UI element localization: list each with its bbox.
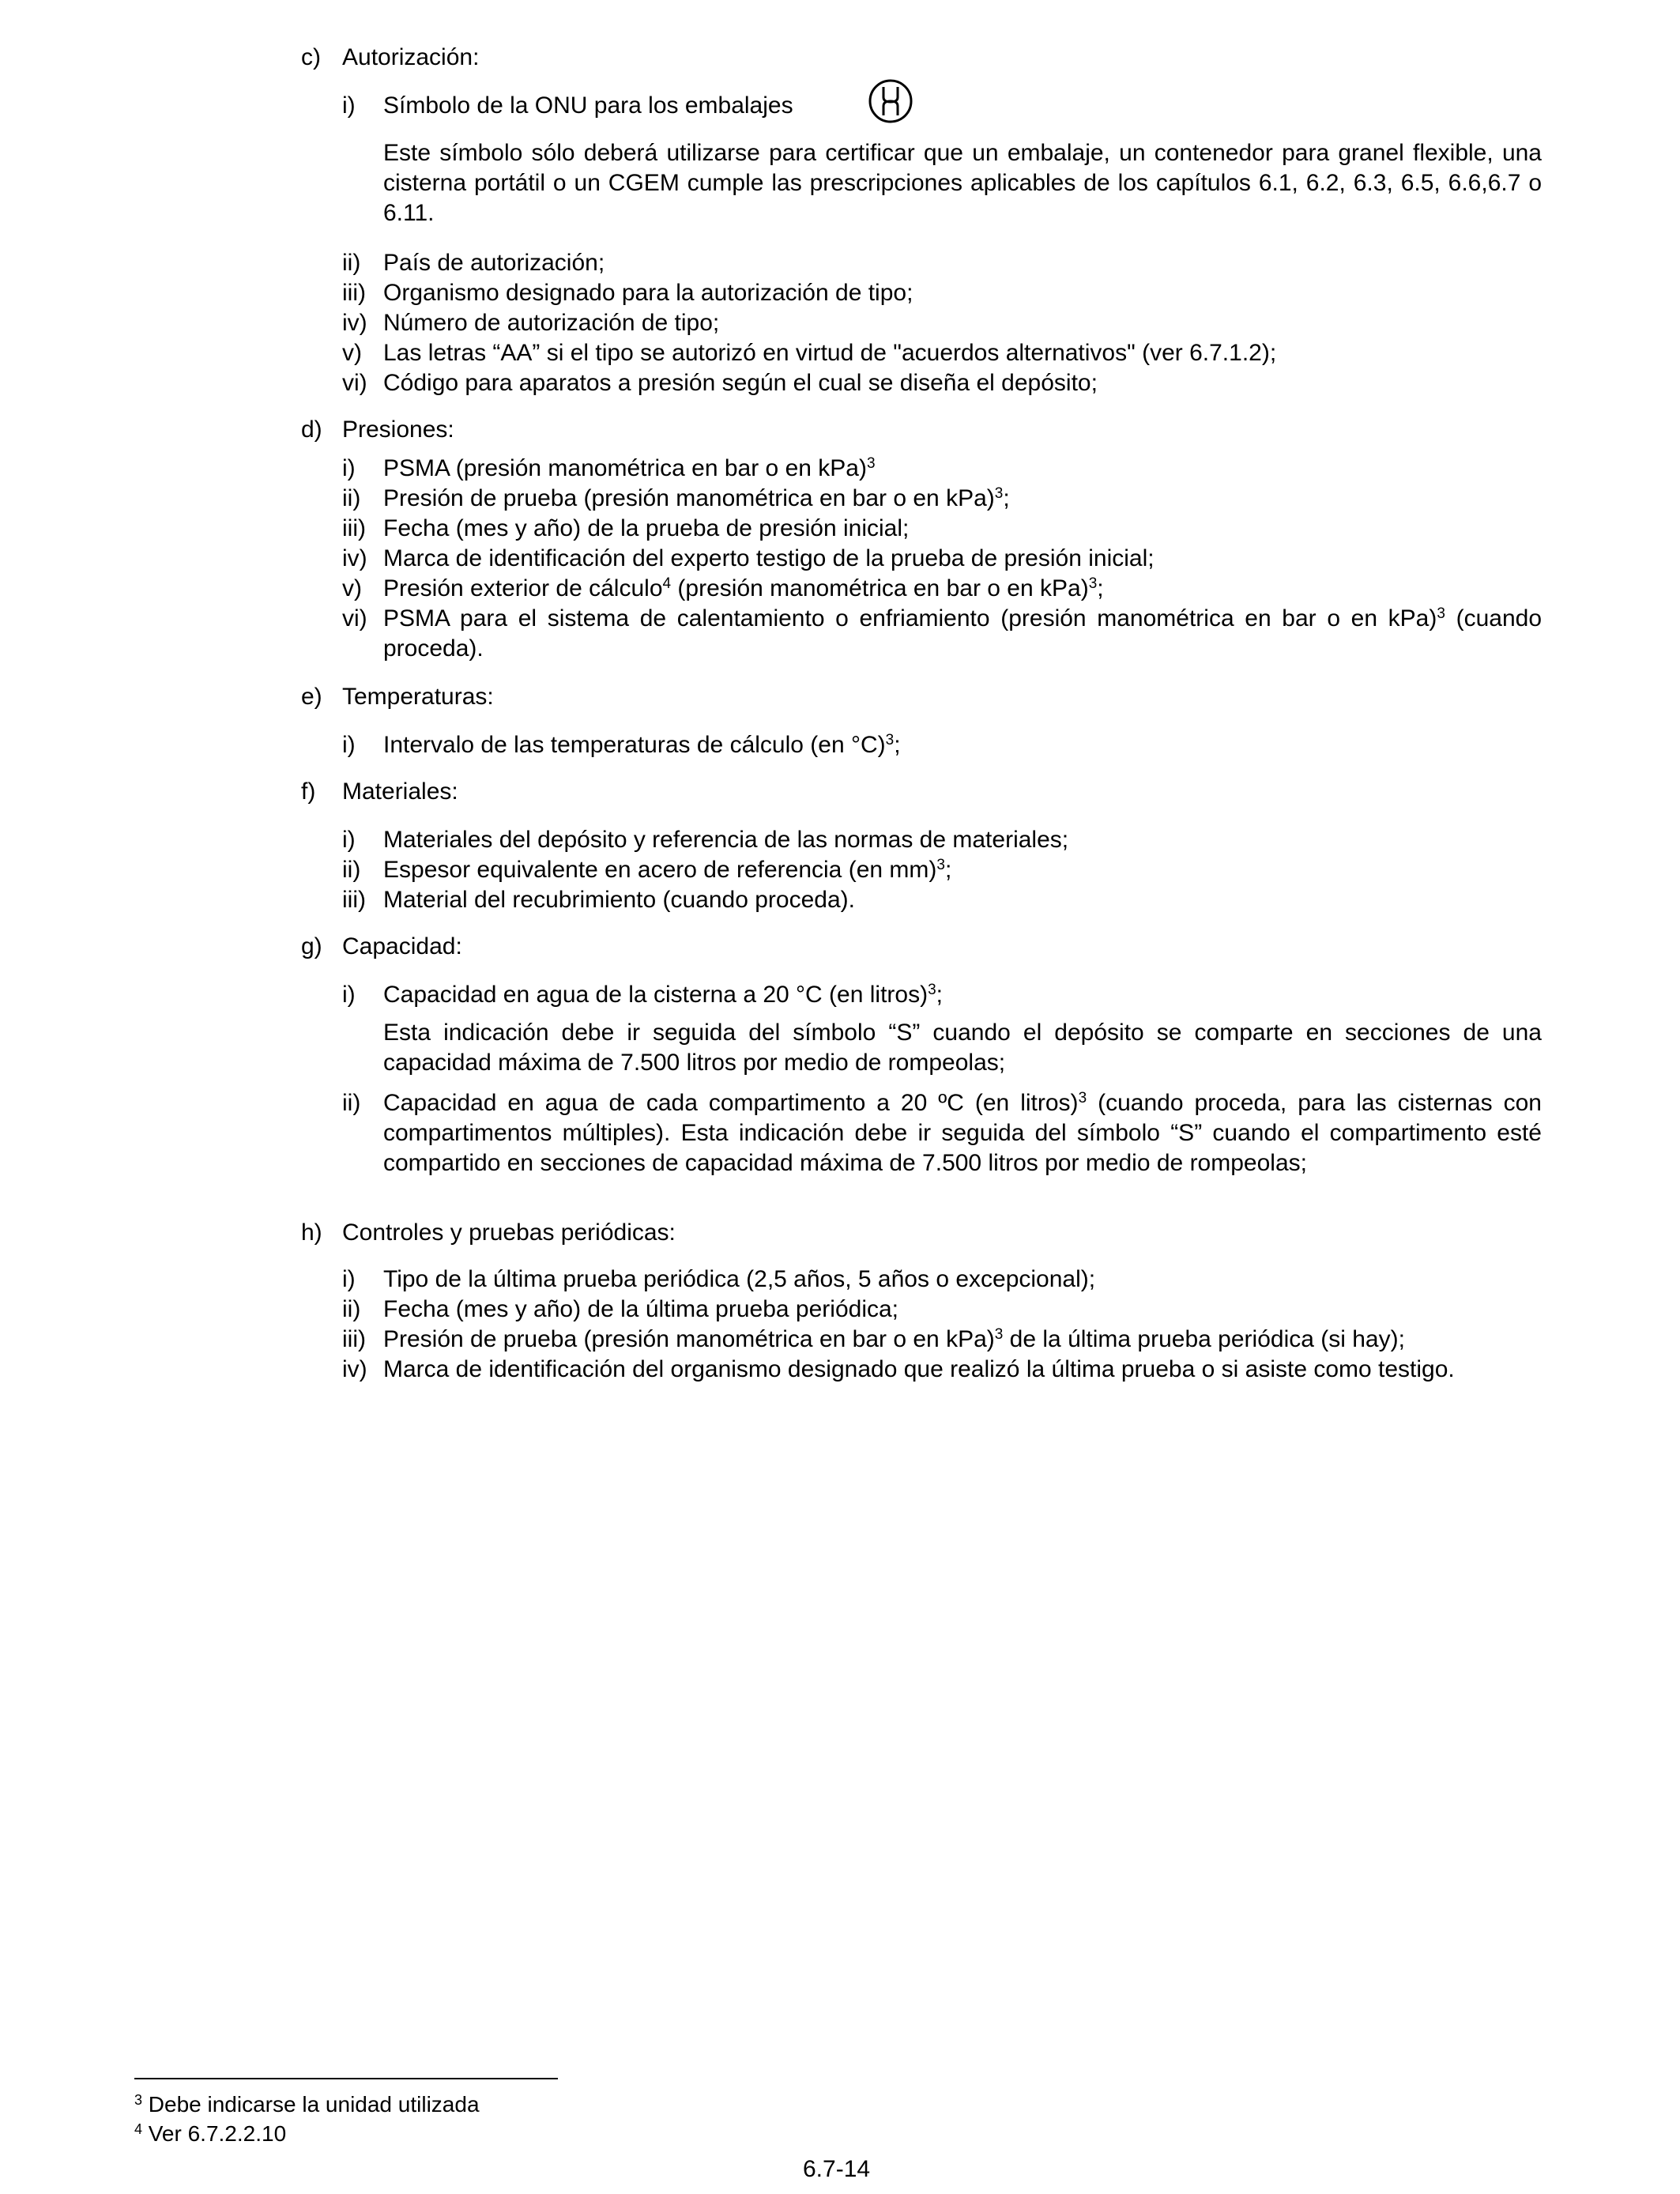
item-number: iv) — [342, 1356, 367, 1382]
item-number: ii) — [342, 485, 361, 511]
section-c-title: Autorización: — [342, 44, 480, 70]
symbol-usage-note: Este símbolo sólo deberá utilizarse para certificar que un embalaje, un contenedor para granel flexible, una cisterna portátil o un CGEM cumple las prescripciones aplicables de los capítulos 6.1, 6.2, 6.3, 6.5, 6.6,6.7 o 6.11. — [383, 140, 1542, 226]
section-g-label: g) — [301, 933, 322, 959]
list-item — [342, 1295, 1542, 1325]
list-item — [342, 338, 1542, 368]
item-text: Fecha (mes y año) de la prueba de presión inicial; — [383, 515, 910, 541]
item-number: i) — [342, 827, 356, 853]
item-number: ii) — [342, 857, 361, 883]
item-number: vi) — [342, 370, 367, 396]
item-number: i) — [342, 732, 356, 758]
section-h-label: h) — [301, 1220, 322, 1246]
item-text: Fecha (mes y año) de la última prueba periódica; — [383, 1296, 899, 1322]
item-text: Marca de identificación del experto testigo de la prueba de presión inicial; — [383, 545, 1155, 571]
list-item — [342, 91, 1542, 121]
item-text: Espesor equivalente en acero de referencia (en mm)$^3$; — [383, 857, 952, 883]
item-number: i) — [342, 92, 356, 119]
item-number: i) — [342, 455, 356, 481]
item-text: Número de autorización de tipo; — [383, 310, 720, 336]
section-c-label: c) — [301, 44, 321, 70]
item-text: Símbolo de la ONU para los embalajes — [383, 92, 793, 119]
item-number: iii) — [342, 280, 366, 306]
footnote-ref: 3 — [866, 455, 876, 472]
footnote-ref: 3 — [994, 485, 1004, 502]
list-item — [342, 368, 1542, 398]
footnote-ref: 4 — [662, 575, 672, 592]
list-item — [342, 825, 1542, 855]
section-f-title: Materiales: — [342, 778, 458, 805]
item-number: iv) — [342, 545, 367, 571]
item-text: Presión de prueba (presión manométrica en bar o en kPa)$^3$; — [383, 485, 1010, 511]
item-number: i) — [342, 982, 356, 1008]
list-item — [342, 1088, 1542, 1178]
section-f-label: f) — [301, 778, 316, 805]
page-number: 6.7-14 — [803, 2156, 871, 2182]
item-text: País de autorización; — [383, 250, 605, 276]
list-item — [342, 574, 1542, 604]
item-number: iii) — [342, 515, 366, 541]
list-item — [342, 514, 1542, 544]
section-g-title: Capacidad: — [342, 933, 462, 959]
item-text: PSMA (presión manométrica en bar o en kPa)$^3$ — [383, 455, 876, 481]
footnote-ref: 3 — [885, 732, 895, 748]
footnote-ref: 3 — [936, 857, 945, 873]
item-number: v) — [342, 575, 362, 601]
item-number: vi) — [342, 605, 367, 631]
section-e-title: Temperaturas: — [342, 684, 494, 710]
list-item — [342, 730, 1542, 760]
list-item — [342, 308, 1542, 338]
item-text: Tipo de la última prueba periódica (2,5 años, 5 años o excepcional); — [383, 1266, 1096, 1292]
list-item — [342, 1325, 1542, 1355]
footnote-separator — [134, 2078, 558, 2079]
footnote-ref: 3 — [1078, 1090, 1087, 1106]
list-item — [342, 885, 1542, 915]
list-item — [342, 980, 1542, 1010]
footnote-ref: 3 — [994, 1326, 1004, 1343]
section-d-title: Presiones: — [342, 417, 454, 443]
item-text: Capacidad en agua de la cisterna a 20 °C (en litros)$^3$; — [383, 982, 943, 1008]
list-item — [342, 544, 1542, 574]
footnote-4: $^4$ Ver 6.7.2.2.10 — [134, 2121, 287, 2146]
item-text: Código para aparatos a presión según el cual se diseña el depósito; — [383, 370, 1098, 396]
list-item — [342, 248, 1542, 278]
section-h-title: Controles y pruebas periódicas: — [342, 1220, 676, 1246]
un-packaging-symbol-icon — [868, 78, 913, 124]
item-text: Materiales del depósito y referencia de las normas de materiales; — [383, 827, 1069, 853]
item-number: ii) — [342, 1296, 361, 1322]
item-text: Presión de prueba (presión manométrica en bar o en kPa)$^3$ de la última prueba periódica (si hay); — [383, 1326, 1405, 1352]
item-text: Marca de identificación del organismo designado que realizó la última prueba o si asiste como testigo. — [383, 1356, 1455, 1382]
item-number: i) — [342, 1266, 356, 1292]
item-number: ii) — [342, 1090, 361, 1116]
list-item — [342, 454, 1542, 484]
item-text: Intervalo de las temperaturas de cálculo (en °C)$^3$; — [383, 732, 901, 758]
item-number: iii) — [342, 1326, 366, 1352]
capacity-note: Esta indicación debe ir seguida del símbolo “S” cuando el depósito se comparte en secciones de una capacidad máxima de 7.500 litros por medio de rompeolas; — [383, 1020, 1542, 1076]
item-text: Presión exterior de cálculo$^4$ (presión manométrica en bar o en kPa)$^3$; — [383, 575, 1104, 601]
list-item — [342, 855, 1542, 885]
list-item — [342, 1265, 1542, 1295]
item-text: Material del recubrimiento (cuando proceda). — [383, 887, 855, 913]
item-number: ii) — [342, 250, 361, 276]
item-text: Organismo designado para la autorización de tipo; — [383, 280, 913, 306]
list-item — [342, 604, 1542, 664]
item-number: iii) — [342, 887, 366, 913]
item-text: PSMA para el sistema de calentamiento o enfriamiento (presión manométrica en bar o en kPa)$^3$ (cuando proceda). — [383, 605, 1542, 662]
item-number: iv) — [342, 310, 367, 336]
footnote-ref: 3 — [928, 982, 936, 998]
footnote-ref: 3 — [1088, 575, 1098, 592]
item-number: v) — [342, 340, 362, 366]
item-text: Capacidad en agua de cada compartimento a 20 ºC (en litros)$^3$ (cuando proceda, para las cisternas con compartimentos múltiples). Esta indicación debe ir seguida del símbolo “S” cuando el compartimento esté compartido en secciones de capacidad máxima de 7.500 litros por medio de rompeolas; — [383, 1090, 1542, 1176]
item-text: Las letras “AA” si el tipo se autorizó en virtud de "acuerdos alternativos" (ver 6.7.1.2); — [383, 340, 1277, 366]
footnote-3: $^3$ Debe indicarse la unidad utilizada — [134, 2092, 480, 2117]
section-d-label: d) — [301, 417, 322, 443]
list-item — [342, 278, 1542, 308]
footnote-ref: 3 — [1437, 605, 1445, 622]
list-item — [342, 1355, 1542, 1385]
list-item — [342, 484, 1542, 514]
section-e-label: e) — [301, 684, 322, 710]
